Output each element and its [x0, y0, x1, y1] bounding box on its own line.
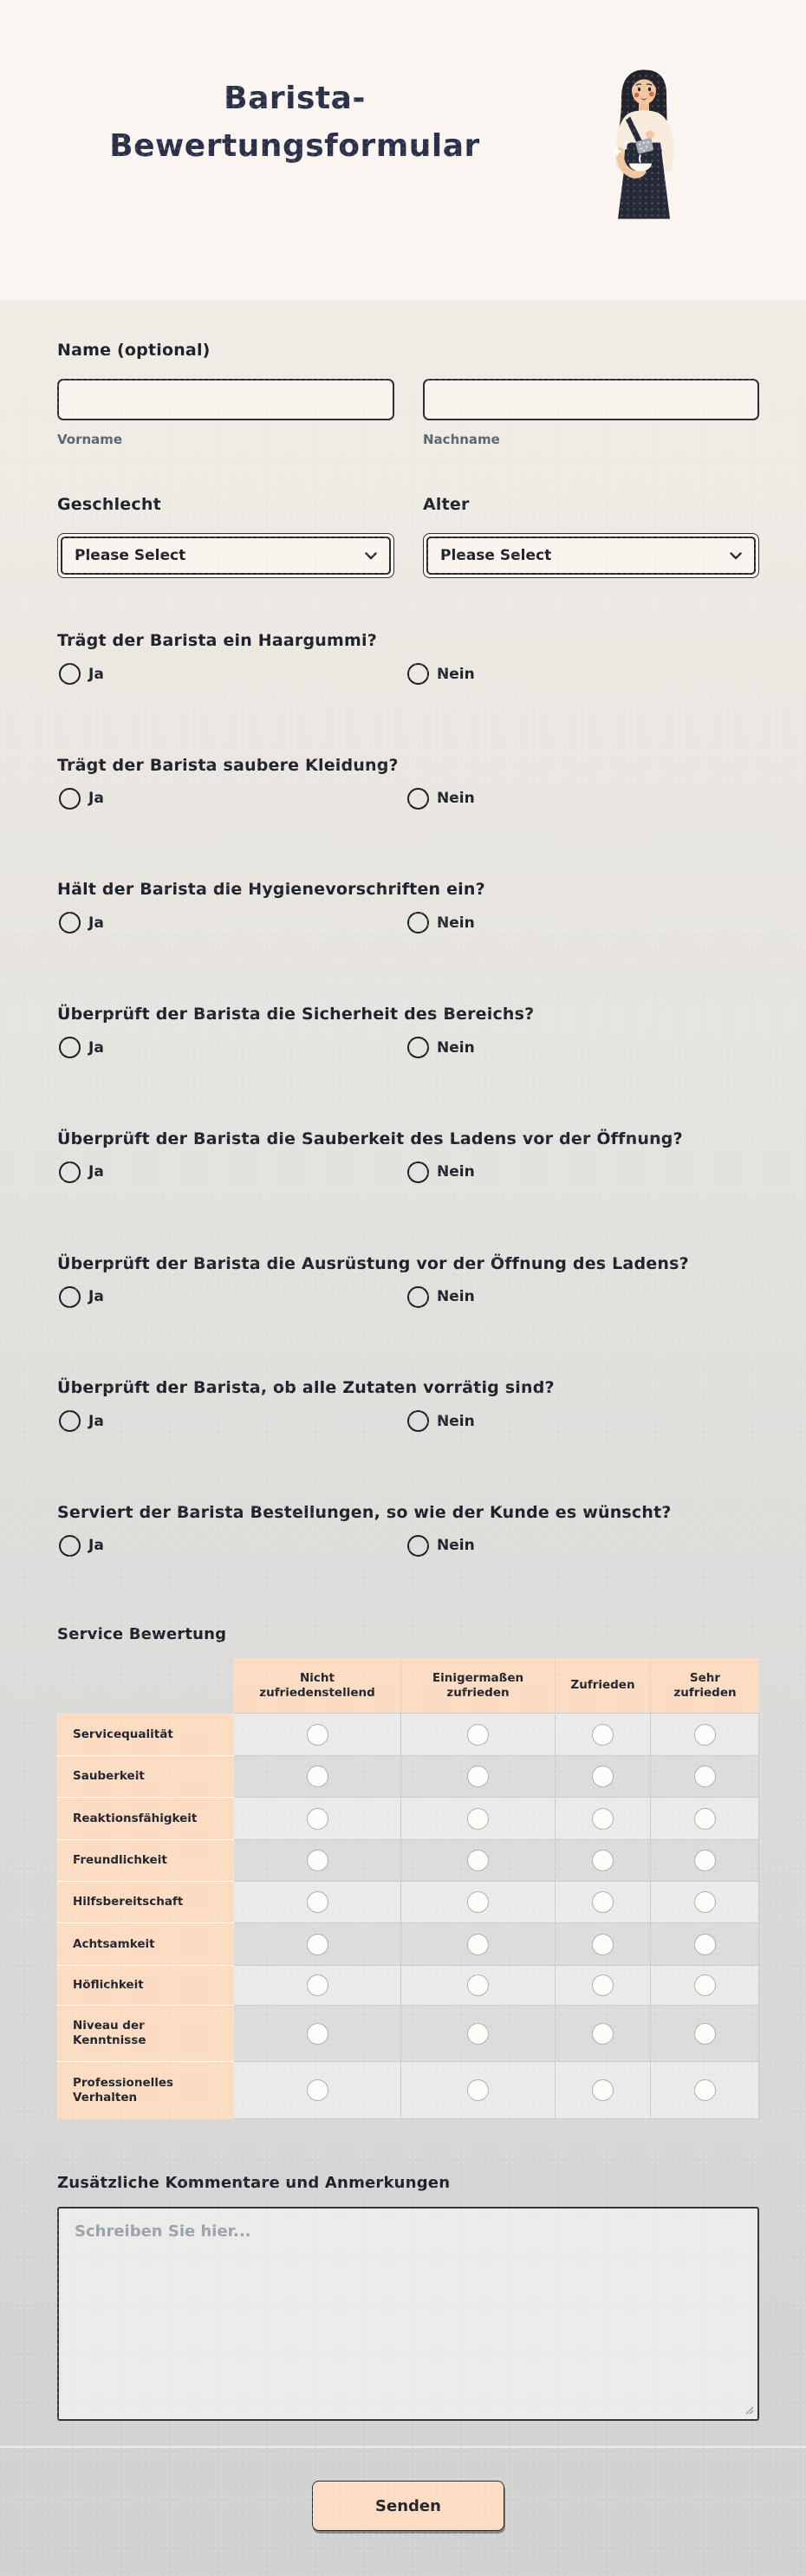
- name-label: Name (optional): [57, 341, 211, 360]
- question-label: Überprüft der Barista, ob alle Zutaten vorrätig sind?: [57, 1378, 555, 1398]
- question-label: Überprüft der Barista die Sauberkeit des Ladens vor der Öffnung?: [57, 1129, 683, 1148]
- rating-cell: [234, 1798, 401, 1840]
- radio-option[interactable]: [407, 1037, 475, 1058]
- form-title: [17, 75, 572, 170]
- radio-ja-icon[interactable]: [59, 1535, 81, 1557]
- radio-option-label: Ja: [88, 1038, 104, 1057]
- form-header: [0, 0, 806, 300]
- rating-table-body: [57, 1714, 759, 2119]
- radio-nein-icon[interactable]: [407, 1410, 429, 1432]
- rating-cell: [556, 1882, 651, 1923]
- question-options: [57, 912, 759, 934]
- question-block: [57, 1005, 759, 1074]
- radio-ja-icon[interactable]: [59, 1037, 81, 1058]
- radio-nein-icon[interactable]: [407, 1037, 429, 1058]
- radio-nein-icon[interactable]: [407, 912, 429, 933]
- rating-cell: [556, 1840, 651, 1882]
- question-options: [57, 1161, 759, 1184]
- rating-radio[interactable]: [307, 2023, 328, 2045]
- rating-cell: [651, 1756, 759, 1798]
- gender-select[interactable]: [57, 533, 394, 578]
- question-block: [57, 756, 759, 825]
- rating-cell: [401, 1966, 556, 2006]
- radio-nein-icon[interactable]: [407, 1286, 429, 1308]
- rating-cell: [401, 1714, 556, 1756]
- question-label: Hält der Barista die Hygienevorschriften ein?: [57, 880, 485, 900]
- radio-nein-icon[interactable]: [407, 1535, 429, 1557]
- question-options: [57, 1535, 759, 1558]
- rating-cell: [401, 2006, 556, 2062]
- rating-row-label: Sauberkeit: [57, 1756, 234, 1798]
- age-label: Alter: [423, 495, 470, 514]
- rating-radio[interactable]: [467, 2079, 489, 2101]
- rating-table-row: [57, 1714, 759, 1756]
- radio-option[interactable]: [59, 1410, 104, 1432]
- rating-radio[interactable]: [592, 1724, 614, 1746]
- rating-cell: [651, 1798, 759, 1840]
- first-name-input[interactable]: [57, 379, 394, 420]
- question-block: [57, 880, 759, 949]
- question-options: [57, 663, 759, 686]
- question-label: Überprüft der Barista die Ausrüstung vor der Öffnung des Ladens?: [57, 1253, 689, 1273]
- rating-row-label: Achtsamkeit: [57, 1923, 234, 1966]
- radio-option-label: Nein: [437, 1537, 475, 1555]
- rating-table-row: [57, 1966, 759, 2006]
- radio-option-label: Ja: [88, 790, 104, 808]
- last-name-sublabel: Nachname: [423, 432, 500, 447]
- rating-row-label: Hilfsbereitschaft: [57, 1882, 234, 1923]
- rating-column-header: Zufrieden: [556, 1658, 651, 1714]
- rating-cell: [651, 2006, 759, 2062]
- rating-radio[interactable]: [592, 1934, 614, 1955]
- rating-radio[interactable]: [467, 1891, 489, 1913]
- rating-radio[interactable]: [307, 1850, 328, 1871]
- first-name-sublabel: Vorname: [57, 432, 123, 447]
- question-options: [57, 1410, 759, 1433]
- radio-nein-icon[interactable]: [407, 1161, 429, 1183]
- rating-row-label: Servicequalität: [57, 1714, 234, 1756]
- chevron-down-icon: [365, 552, 377, 560]
- rating-cell: [556, 1756, 651, 1798]
- form-title-line2: Bewertungsformular: [109, 128, 480, 164]
- rating-radio[interactable]: [467, 1766, 489, 1787]
- rating-radio[interactable]: [694, 1724, 716, 1746]
- rating-cell: [556, 1923, 651, 1966]
- rating-radio[interactable]: [307, 1974, 328, 1996]
- radio-option-label: Nein: [437, 1288, 475, 1305]
- rating-radio[interactable]: [307, 1934, 328, 1955]
- radio-ja-icon[interactable]: [59, 663, 81, 685]
- rating-radio[interactable]: [307, 1891, 328, 1913]
- rating-cell: [401, 1882, 556, 1923]
- radio-ja-icon[interactable]: [59, 1161, 81, 1183]
- rating-table-title: Service Bewertung: [57, 1625, 227, 1643]
- rating-radio[interactable]: [694, 1891, 716, 1913]
- rating-table-header: [234, 1658, 759, 1714]
- submit-button[interactable]: Senden: [312, 2481, 504, 2531]
- question-block: [57, 1254, 759, 1324]
- question-block: [57, 1503, 759, 1572]
- rating-cell: [401, 1840, 556, 1882]
- radio-option[interactable]: [407, 788, 475, 810]
- radio-option-label: Nein: [437, 914, 475, 932]
- rating-table-row: [57, 1840, 759, 1882]
- radio-option[interactable]: [59, 1286, 104, 1308]
- rating-cell: [234, 1923, 401, 1966]
- rating-radio[interactable]: [307, 1724, 328, 1746]
- radio-option-label: Ja: [88, 665, 104, 683]
- rating-radio[interactable]: [694, 2079, 716, 2101]
- rating-table-row: [57, 1798, 759, 1840]
- age-select-value: Please Select: [440, 547, 552, 564]
- rating-cell: [401, 1923, 556, 1966]
- barista-illustration: [601, 62, 687, 223]
- rating-radio[interactable]: [694, 1850, 716, 1871]
- rating-cell: [556, 1966, 651, 2006]
- radio-option-label: Ja: [88, 1288, 104, 1305]
- rating-radio[interactable]: [467, 1724, 489, 1746]
- radio-nein-icon[interactable]: [407, 788, 429, 810]
- rating-cell: [401, 1756, 556, 1798]
- rating-cell: [651, 2062, 759, 2119]
- rating-radio[interactable]: [694, 1974, 716, 1996]
- rating-table-row: [57, 2006, 759, 2062]
- gender-select-value: Please Select: [75, 547, 186, 564]
- rating-cell: [234, 1966, 401, 2006]
- rating-cell: [234, 1840, 401, 1882]
- radio-option-label: Nein: [437, 665, 475, 683]
- gender-label: Geschlecht: [57, 495, 161, 514]
- rating-cell: [556, 1798, 651, 1840]
- radio-option-label: Ja: [88, 1163, 104, 1181]
- question-options: [57, 1037, 759, 1059]
- rating-radio[interactable]: [592, 1808, 614, 1830]
- rating-cell: [234, 1756, 401, 1798]
- rating-table-row: [57, 1923, 759, 1966]
- radio-option-label: Ja: [88, 1412, 104, 1430]
- rating-radio[interactable]: [592, 1850, 614, 1871]
- rating-cell: [234, 2062, 401, 2119]
- radio-option[interactable]: [59, 1535, 104, 1557]
- form-title-line1: Barista-: [224, 81, 366, 116]
- rating-radio[interactable]: [694, 1766, 716, 1787]
- rating-cell: [556, 2006, 651, 2062]
- radio-option-label: Nein: [437, 790, 475, 808]
- radio-option[interactable]: [407, 1161, 475, 1183]
- footer-divider: [0, 2446, 806, 2448]
- radio-option-label: Ja: [88, 914, 104, 932]
- rating-table-row: [57, 1756, 759, 1798]
- rating-radio[interactable]: [467, 1850, 489, 1871]
- comments-textarea[interactable]: [57, 2207, 759, 2421]
- radio-option[interactable]: [59, 663, 104, 685]
- rating-row-label: Freundlichkeit: [57, 1840, 234, 1882]
- rating-row-label: Niveau der Kenntnisse: [57, 2006, 234, 2062]
- rating-cell: [651, 1714, 759, 1756]
- rating-table-row: [57, 1882, 759, 1923]
- question-options: [57, 788, 759, 810]
- rating-cell: [651, 1840, 759, 1882]
- rating-radio[interactable]: [467, 1974, 489, 1996]
- rating-radio[interactable]: [592, 1974, 614, 1996]
- rating-radio[interactable]: [467, 2023, 489, 2045]
- comments-label: Zusätzliche Kommentare und Anmerkungen: [57, 2174, 451, 2192]
- radio-option-label: Nein: [437, 1412, 475, 1430]
- question-block: [57, 1129, 759, 1199]
- radio-option[interactable]: [407, 1286, 475, 1308]
- question-options: [57, 1286, 759, 1309]
- radio-option[interactable]: [407, 1535, 475, 1557]
- rating-radio[interactable]: [467, 1808, 489, 1830]
- rating-radio[interactable]: [592, 2079, 614, 2101]
- radio-ja-icon[interactable]: [59, 912, 81, 933]
- rating-radio[interactable]: [592, 1891, 614, 1913]
- age-select[interactable]: [423, 533, 759, 578]
- radio-option[interactable]: [59, 788, 104, 810]
- rating-cell: [234, 1714, 401, 1756]
- rating-radio[interactable]: [694, 1934, 716, 1955]
- rating-radio[interactable]: [694, 1808, 716, 1830]
- rating-radio[interactable]: [467, 1934, 489, 1955]
- rating-table: [57, 1658, 759, 2119]
- radio-option-label: Nein: [437, 1163, 475, 1181]
- question-block: [57, 1378, 759, 1447]
- rating-radio[interactable]: [694, 2023, 716, 2045]
- rating-column-header: Sehr zufrieden: [651, 1658, 759, 1714]
- rating-column-header: Einigermaßen zufrieden: [401, 1658, 556, 1714]
- rating-cell: [651, 1966, 759, 2006]
- radio-option-label: Ja: [88, 1537, 104, 1555]
- rating-cell: [556, 1714, 651, 1756]
- rating-cell: [651, 1882, 759, 1923]
- question-label: Überprüft der Barista die Sicherheit des Bereichs?: [57, 1005, 535, 1025]
- chevron-down-icon: [730, 552, 742, 560]
- rating-column-header: Nicht zufriedenstellend: [234, 1658, 401, 1714]
- radio-option[interactable]: [407, 1410, 475, 1432]
- rating-row-label: Professionelles Verhalten: [57, 2062, 234, 2119]
- radio-ja-icon[interactable]: [59, 1410, 81, 1432]
- question-label: Trägt der Barista saubere Kleidung?: [57, 755, 399, 775]
- rating-table-row: [57, 2062, 759, 2119]
- radio-ja-icon[interactable]: [59, 1286, 81, 1308]
- radio-option[interactable]: [407, 912, 475, 933]
- radio-ja-icon[interactable]: [59, 788, 81, 810]
- question-label: Trägt der Barista ein Haargummi?: [57, 631, 377, 650]
- rating-cell: [401, 1798, 556, 1840]
- rating-row-label: Höflichkeit: [57, 1966, 234, 2006]
- rating-radio[interactable]: [307, 2079, 328, 2101]
- rating-row-label: Reaktionsfähigkeit: [57, 1798, 234, 1840]
- rating-radio[interactable]: [307, 1766, 328, 1787]
- radio-option[interactable]: [59, 1161, 104, 1183]
- radio-option[interactable]: [407, 663, 475, 685]
- rating-cell: [651, 1923, 759, 1966]
- rating-radio[interactable]: [307, 1808, 328, 1830]
- rating-radio[interactable]: [592, 2023, 614, 2045]
- question-label: Serviert der Barista Bestellungen, so wie der Kunde es wünscht?: [57, 1502, 672, 1522]
- radio-option-label: Nein: [437, 1038, 475, 1057]
- radio-nein-icon[interactable]: [407, 663, 429, 685]
- rating-cell: [556, 2062, 651, 2119]
- last-name-input[interactable]: [423, 379, 759, 420]
- question-block: [57, 631, 759, 700]
- radio-option[interactable]: [59, 912, 104, 933]
- radio-option[interactable]: [59, 1037, 104, 1058]
- rating-radio[interactable]: [592, 1766, 614, 1787]
- rating-cell: [401, 2062, 556, 2119]
- rating-cell: [234, 1882, 401, 1923]
- rating-cell: [234, 2006, 401, 2062]
